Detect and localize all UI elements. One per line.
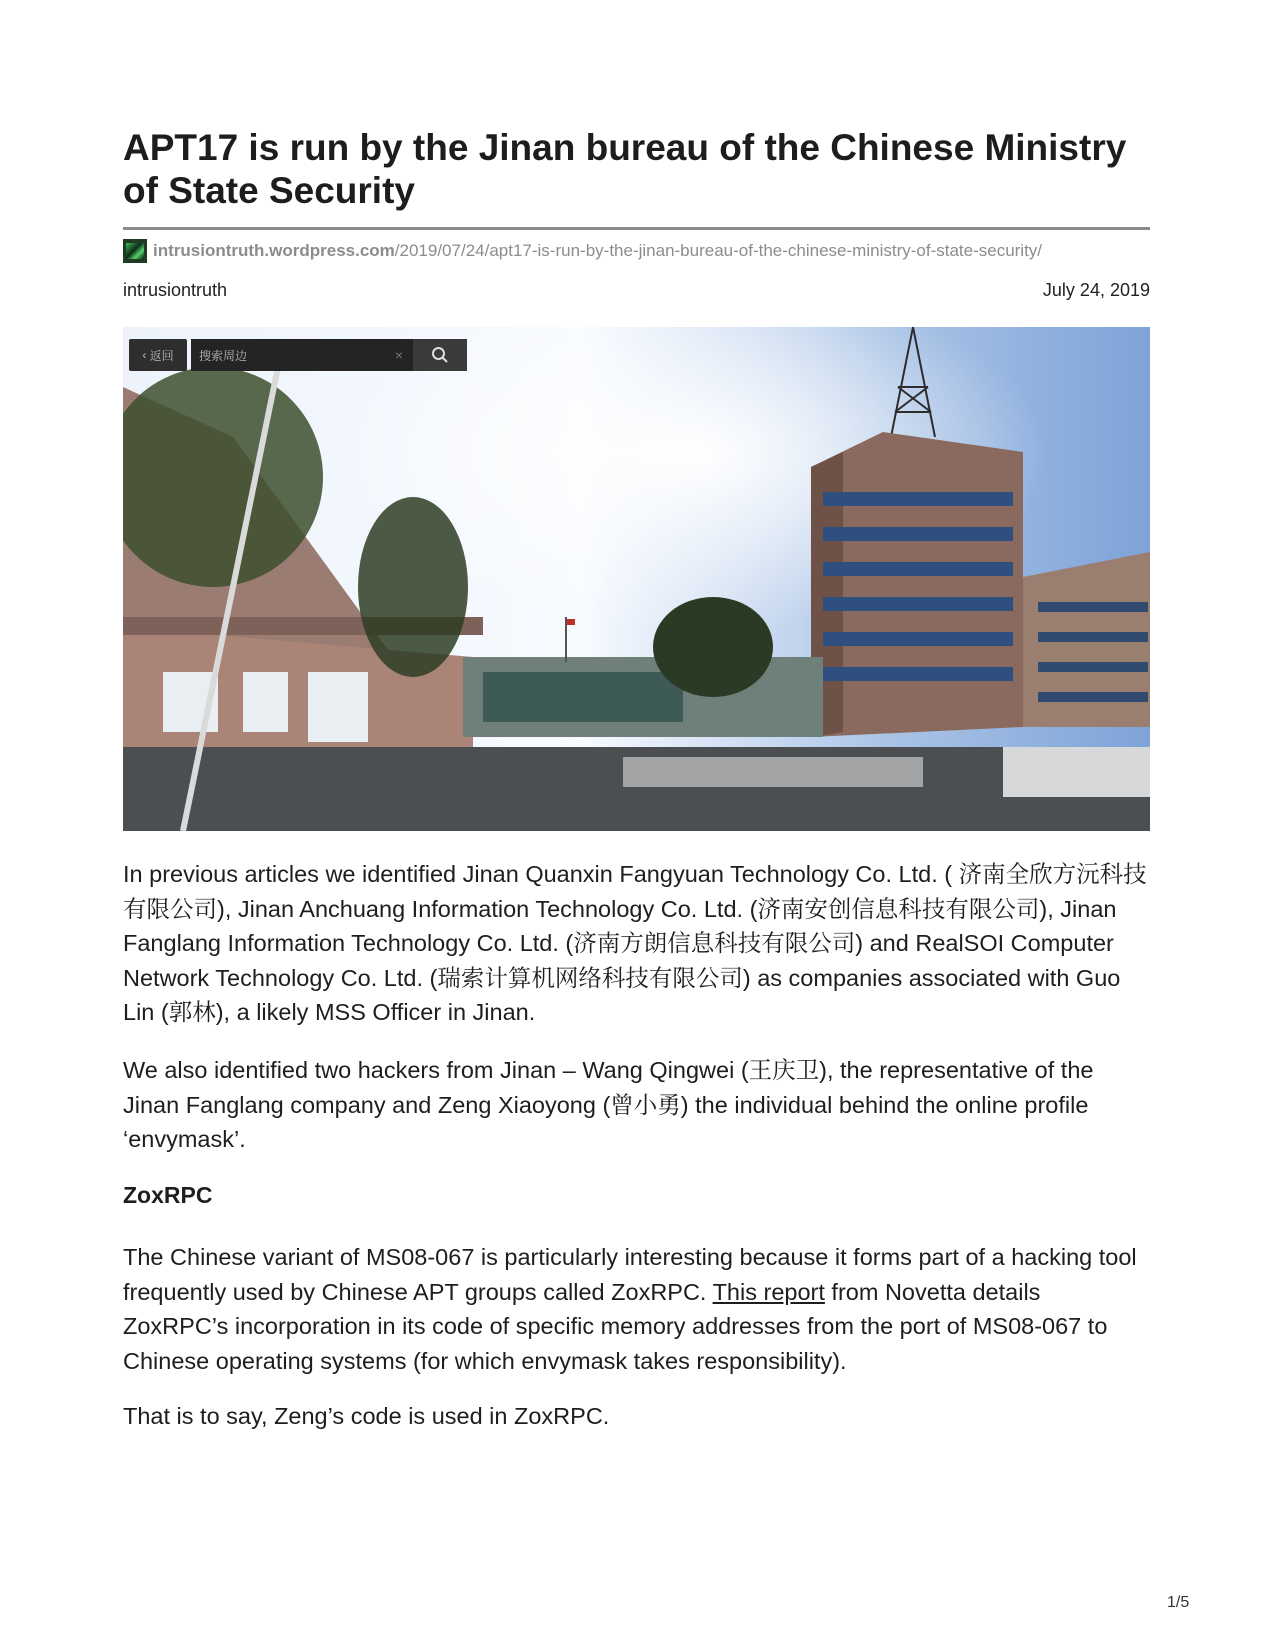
back-label: 返回 xyxy=(149,348,174,363)
map-search-bar xyxy=(129,339,467,371)
author: intrusiontruth xyxy=(123,280,228,300)
site-favicon-icon xyxy=(123,239,147,263)
search-placeholder: 搜索周边 xyxy=(199,348,248,363)
page-number: 1/5 xyxy=(1167,1594,1190,1611)
paragraph: That is to say, Zeng’s code is used in ZoxRPC. xyxy=(123,1403,610,1429)
title-divider xyxy=(123,227,1150,230)
source-path[interactable]: /2019/07/24/apt17-is-run-by-the-jinan-bureau-of-the-chinese-ministry-of-state-security/ xyxy=(394,241,1043,260)
source-url[interactable] xyxy=(123,239,1042,263)
back-button[interactable] xyxy=(129,339,187,371)
paragraph: We also identified two hackers from Jinan – Wang Qingwei (王庆卫), the representative of the Jinan Fanglang company and Zeng Xiaoyong (曾小勇) the individual behind the online profile ‘envymask’. xyxy=(123,1057,1094,1152)
search-input[interactable] xyxy=(191,339,413,371)
paragraph-text: The Chinese variant of MS08-067 is particularly interesting because it forms part of a hacking tool frequently used by Chinese APT groups called ZoxRPC. xyxy=(123,1244,1137,1305)
publish-date: July 24, 2019 xyxy=(1042,280,1150,300)
section-heading: ZoxRPC xyxy=(123,1182,213,1208)
hero-photo xyxy=(123,327,1150,831)
paragraph: In previous articles we identified Jinan Quanxin Fangyuan Technology Co. Ltd. ( 济南全欣方沅科技有限公司), Jinan Anchuang Information Technology Co. Ltd. (济南安创信息科技有限公司), Jinan Fanglang Information Technology Co. Ltd. (济南方朗信息科技有限公司) and RealSOI Computer Network Technology Co. Ltd. (瑞索计算机网络科技有限公司) as companies associated with Guo Lin (郭林), a likely MSS Officer in Jinan. xyxy=(123,861,1147,1025)
source-domain[interactable]: intrusiontruth.wordpress.com xyxy=(153,241,395,260)
paragraph-text: from Novetta details ZoxRPC’s incorporation in its code of specific memory addresses from the port of MS08-067 to Chinese operating systems (for which envymask takes responsibility). xyxy=(123,1278,1108,1374)
search-icon xyxy=(431,346,449,364)
search-button[interactable] xyxy=(413,339,467,371)
article-title: APT17 is run by the Jinan bureau of the Chinese Ministry of State Security xyxy=(123,127,1127,211)
building-photo-illustration xyxy=(123,327,1150,831)
byline xyxy=(123,280,1150,301)
clear-icon[interactable]: × xyxy=(394,347,403,363)
chevron-left-icon: ‹ xyxy=(142,348,150,362)
report-link[interactable]: This report xyxy=(712,1278,825,1305)
paragraph xyxy=(123,1240,1150,1378)
